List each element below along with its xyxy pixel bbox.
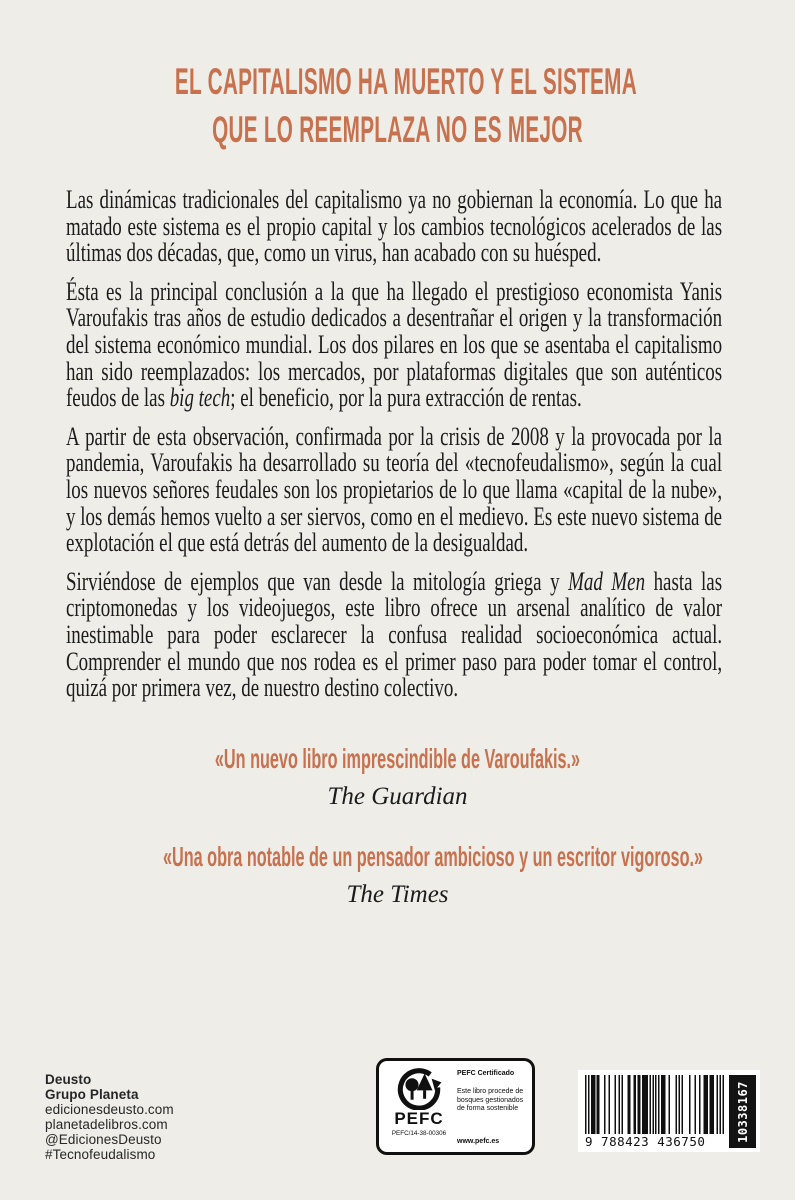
paragraph bbox=[66, 276, 723, 413]
text-run: Ésta es la principal conclusión a la que ha llegado el prestigioso economista Yanis Varoufakis tras años de estudio dedicados a desentrañar el origen y la transformación del sistema económico mundial. Los dos pilares en los que se asentaba el capitalismo han sido reemplazados: los mercados, por plataformas digitales que son auténticos feudos de las bbox=[66, 276, 723, 413]
paragraph bbox=[66, 187, 722, 267]
publisher-line: @EdicionesDeusto bbox=[45, 1131, 162, 1147]
paragraph bbox=[66, 421, 723, 558]
text-run: hasta las criptomonedas y los videojuegos, este libro ofrece un arsenal analítico de valor inestimable para poder esclarecer la confusa realidad socioeconómica actual. Comprender el mundo que nos rodea es el primer paso para poder tomar el control, quizá por primera vez, de nuestro destino colectivo. bbox=[66, 566, 723, 703]
pefc-label-left bbox=[388, 1067, 450, 1147]
text-run: Mad Men bbox=[568, 566, 646, 596]
press-quote: «Una obra notable de un pensador ambicioso y un escritor vigoroso.» bbox=[162, 840, 704, 872]
press-quotes bbox=[0, 744, 795, 909]
text-run: Sirviéndose de ejemplos que van desde la mitología griega y bbox=[66, 566, 569, 596]
publisher-block bbox=[45, 1073, 174, 1162]
publisher-line: Grupo Planeta bbox=[45, 1086, 139, 1102]
pefc-certified-text: PEFC Certificado bbox=[457, 1070, 515, 1077]
publisher-line: edicionesdeusto.com bbox=[45, 1101, 174, 1117]
pefc-url: www.pefc.es bbox=[457, 1138, 500, 1145]
text-run: A partir de esta observación, confirmada por la crisis de 2008 y la provocada por la pandemia, Varoufakis ha desarrollado su teoría del «tecnofeudalismo», según la cual los nuevos señores feudales son los propietarios de lo que llama «capital de la nube», y los demás hemos vuelto a ser siervos, como en el medievo. Es este nuevo sistema de explotación el que está detrás del aumento de la desigualdad. bbox=[66, 421, 723, 558]
text-run: Las dinámicas tradicionales del capitalismo ya no gobiernan la economía. Lo que ha matado este sistema es el propio capital y los cambios tecnológicos acelerados de las últimas dos décadas, que, como un virus, han acabado con su huésped. bbox=[66, 185, 723, 268]
paragraph bbox=[66, 566, 723, 703]
press-quote-source: The Guardian bbox=[327, 782, 468, 810]
barcode-bars bbox=[585, 1075, 724, 1134]
barcode bbox=[578, 1070, 760, 1152]
body-text bbox=[66, 187, 722, 702]
pefc-wordmark: PEFC bbox=[394, 1109, 444, 1128]
pefc-certification-code: PEFC/14-38-00306 bbox=[391, 1130, 447, 1137]
pefc-label-right bbox=[450, 1067, 524, 1147]
press-quote-source: The Times bbox=[346, 880, 449, 908]
headline bbox=[0, 0, 795, 154]
publisher-line: planetadelibros.com bbox=[45, 1116, 168, 1132]
text-run: ; el beneficio, por la pura extracción de rentas. bbox=[230, 383, 582, 413]
barcode-side-strip bbox=[729, 1075, 756, 1148]
headline-line-2: QUE LO REEMPLAZA NO ES MEJOR bbox=[212, 109, 583, 150]
barcode-side-number: 10338167 bbox=[735, 1080, 750, 1143]
text-run: big tech bbox=[169, 383, 231, 413]
publisher-line: Deusto bbox=[45, 1072, 92, 1087]
barcode-main bbox=[585, 1075, 724, 1148]
barcode-digits: 9 788423 436750 bbox=[585, 1134, 706, 1149]
pefc-description: Este libro procede de bosques gestionados de forma sostenible bbox=[457, 1088, 524, 1112]
pefc-logo-icon bbox=[396, 1067, 442, 1110]
publisher-line: #Tecnofeudalismo bbox=[45, 1146, 156, 1162]
pefc-label bbox=[376, 1058, 535, 1155]
press-quote: «Un nuevo libro imprescindible de Varoufakis.» bbox=[214, 742, 581, 774]
headline-line-1: EL CAPITALISMO HA MUERTO Y EL SISTEMA bbox=[174, 61, 637, 102]
